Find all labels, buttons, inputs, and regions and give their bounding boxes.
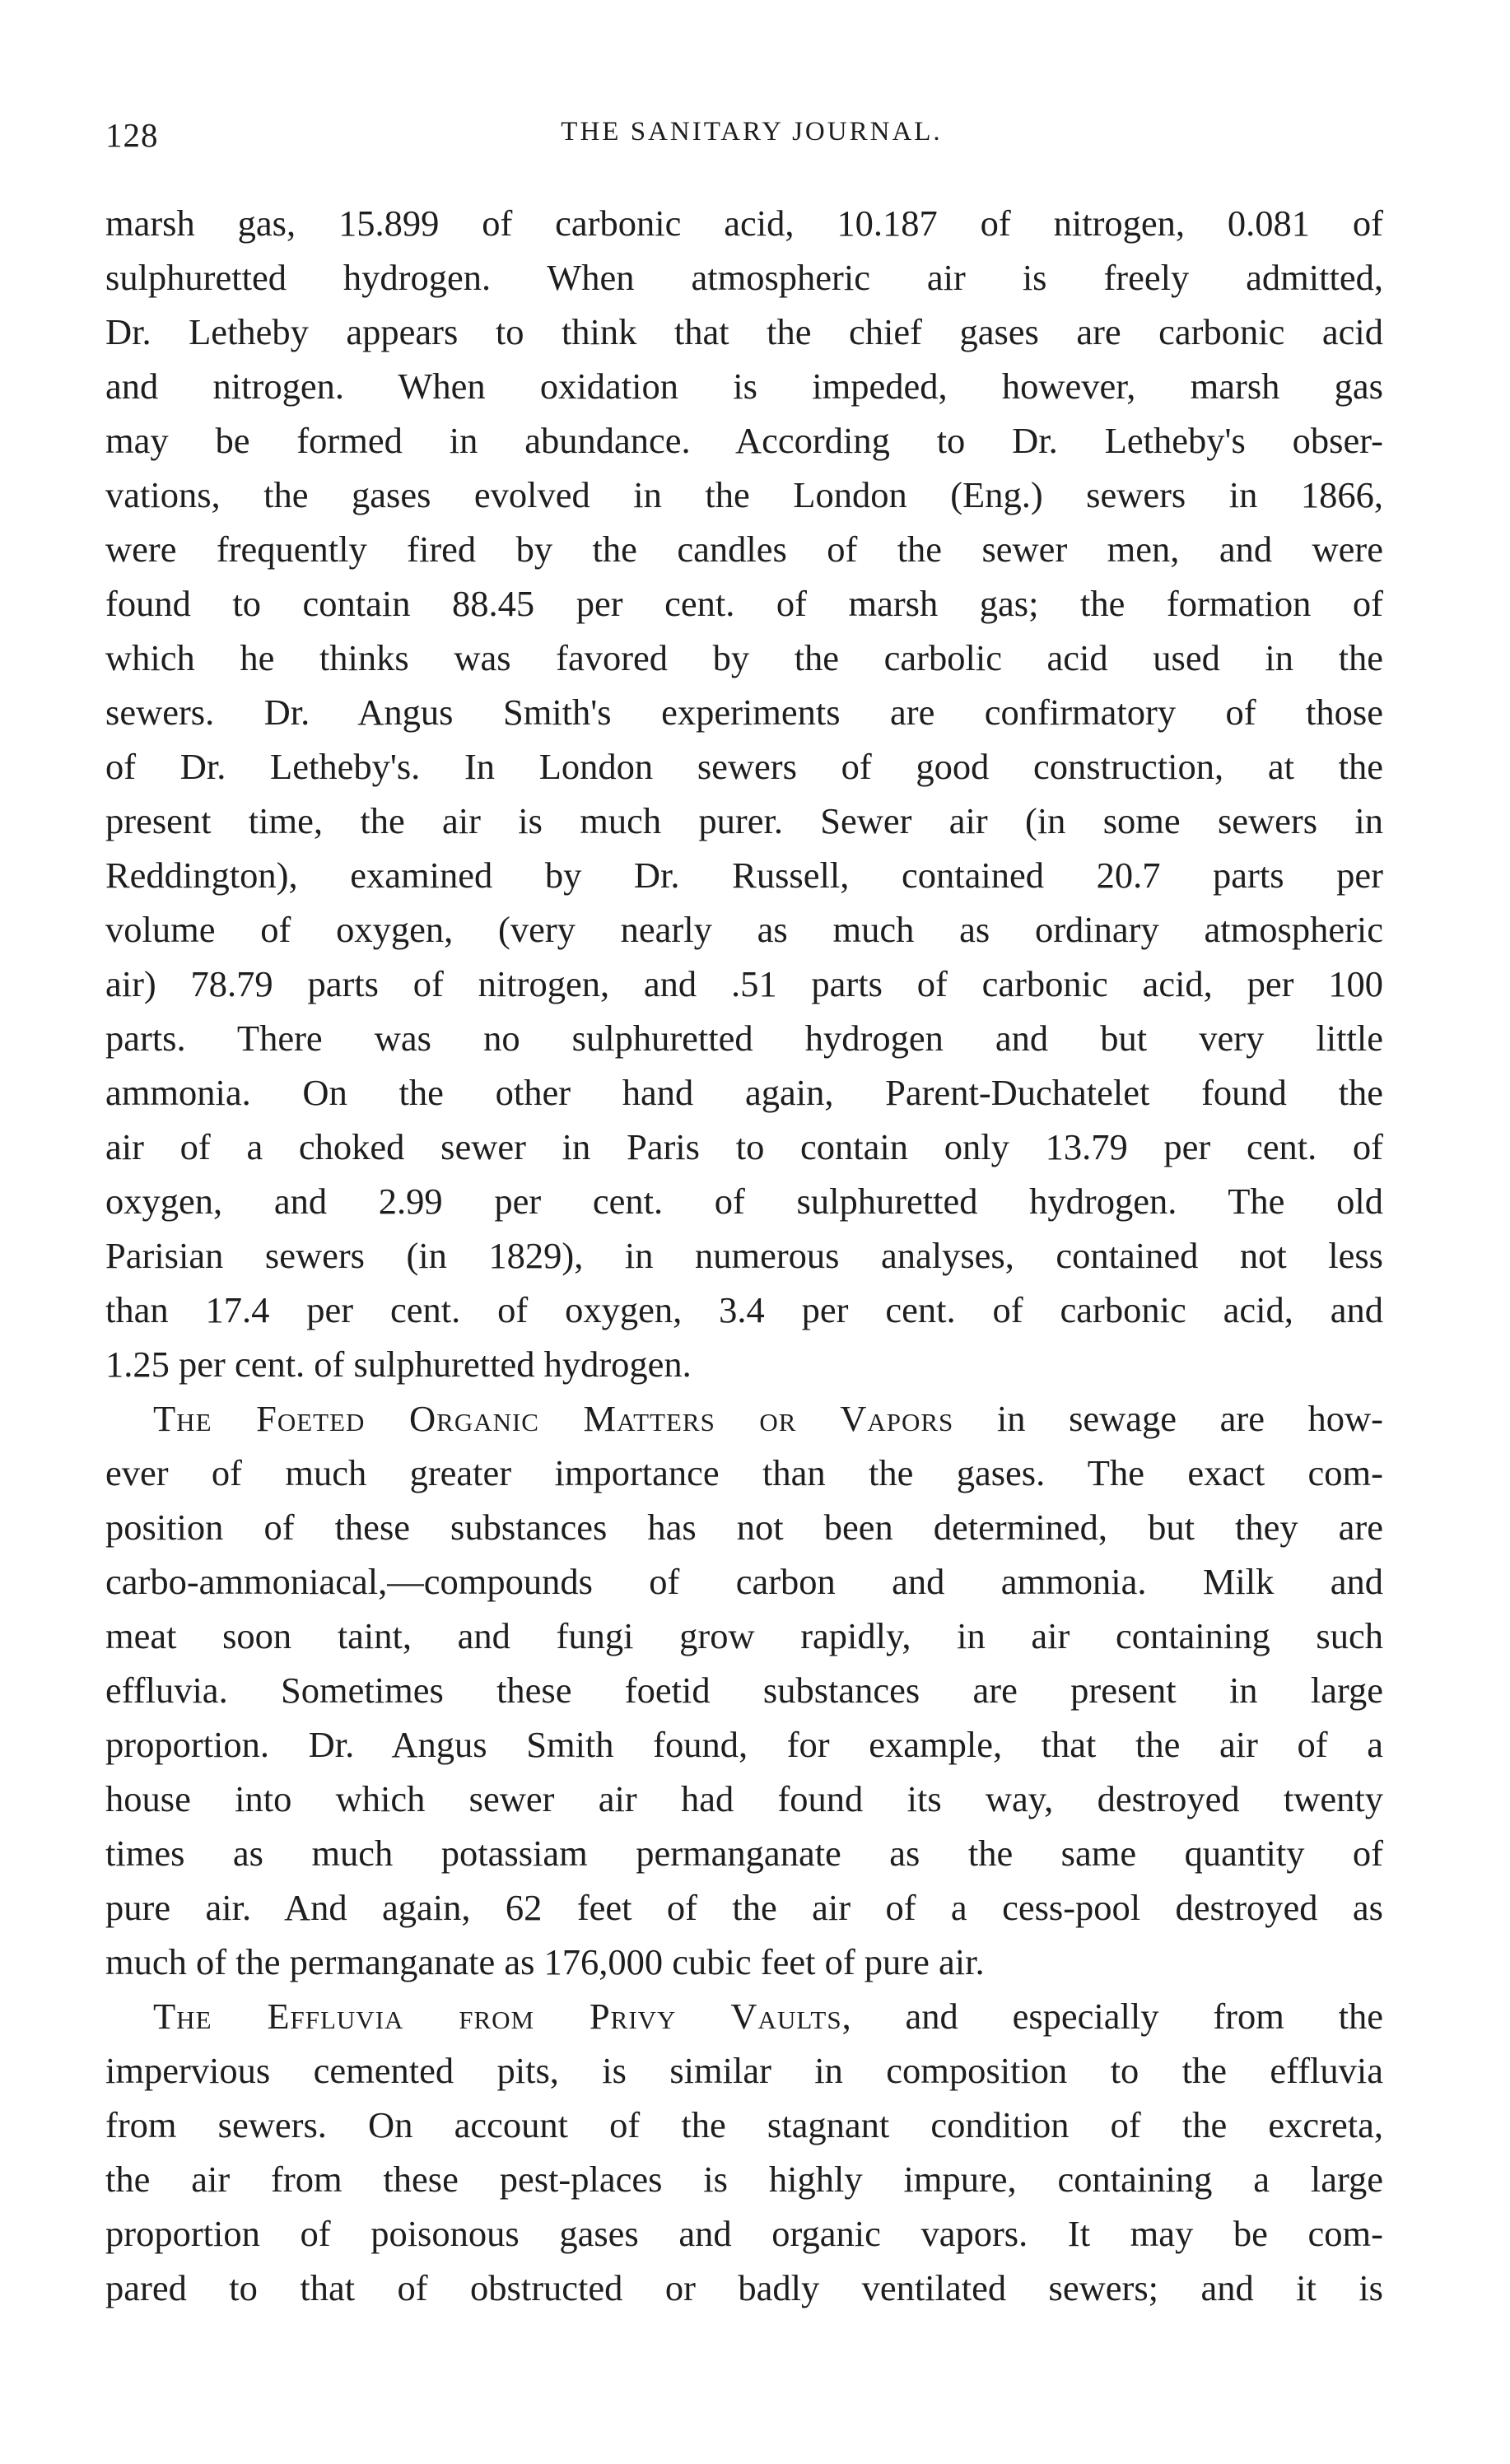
text-line: carbo-ammoniacal,—compounds of carbon and ammonia. Milk and (105, 1561, 1383, 1602)
paragraph-sewer-gases (105, 196, 1383, 1391)
text-line: impervious cemented pits, is similar in composition to the effluvia (105, 2050, 1383, 2091)
heading-continuation: , and especially from the (841, 1996, 1383, 2037)
text-line: proportion. Dr. Angus Smith found, for example, that the air of a (105, 1724, 1383, 1765)
text-line: from sewers. On account of the stagnant condition of the excreta, (105, 2104, 1383, 2145)
running-head (105, 115, 1390, 156)
text-line: Reddington), examined by Dr. Russell, contained 20.7 parts per (105, 855, 1383, 896)
text-line (105, 1391, 1383, 1446)
text-line: vations, the gases evolved in the London (Eng.) sewers in 1866, (105, 474, 1383, 515)
text-line: much of the permanganate as 176,000 cubic feet of pure air. (105, 1941, 985, 1982)
text-line: air of a choked sewer in Paris to contain only 13.79 per cent. of (105, 1126, 1383, 1167)
text-line: ammonia. On the other hand again, Parent-Duchatelet found the (105, 1072, 1383, 1113)
paragraph-heading: The Foeted Organic Matters or Vapors (153, 1398, 954, 1439)
text-line: marsh gas, 15.899 of carbonic acid, 10.187 of nitrogen, 0.081 of (105, 203, 1383, 244)
text-line: present time, the air is much purer. Sewer air (in some sewers in (105, 800, 1383, 841)
text-line (105, 1989, 1383, 2043)
text-line: pared to that of obstructed or badly ventilated sewers; and it is (105, 2267, 1383, 2308)
text-line: the air from these pest-places is highly impure, containing a large (105, 2159, 1383, 2200)
page-number: 128 (105, 116, 159, 154)
text-line: sewers. Dr. Angus Smith's experiments are confirmatory of those (105, 692, 1383, 733)
text-line: times as much potassiam permanganate as the same quantity of (105, 1833, 1383, 1874)
text-line: parts. There was no sulphuretted hydrogen and but very little (105, 1018, 1383, 1059)
text-line: 1.25 per cent. of sulphuretted hydrogen. (105, 1344, 692, 1385)
text-line: were frequently fired by the candles of the sewer men, and were (105, 529, 1383, 570)
text-line: position of these substances has not been determined, but they are (105, 1507, 1383, 1548)
text-line: Dr. Letheby appears to think that the chief gases are carbonic acid (105, 311, 1383, 352)
text-line: may be formed in abundance. According to Dr. Letheby's obser- (105, 420, 1383, 461)
text-line: ever of much greater importance than the gases. The exact com- (105, 1452, 1383, 1493)
text-line: of Dr. Letheby's. In London sewers of good construction, at the (105, 746, 1383, 787)
text-line: effluvia. Sometimes these foetid substances are present in large (105, 1670, 1383, 1711)
heading-continuation: in sewage are how- (953, 1398, 1383, 1439)
paragraph-foeted-organic-matters (105, 1391, 1383, 1989)
text-line: Parisian sewers (in 1829), in numerous analyses, contained not less (105, 1235, 1383, 1276)
text-line: meat soon taint, and fungi grow rapidly, in air containing such (105, 1615, 1383, 1656)
text-line: house into which sewer air had found its way, destroyed twenty (105, 1778, 1383, 1819)
text-line: pure air. And again, 62 feet of the air of a cess-pool destroyed as (105, 1887, 1383, 1928)
text-line: proportion of poisonous gases and organic vapors. It may be com- (105, 2213, 1383, 2254)
text-line: than 17.4 per cent. of oxygen, 3.4 per cent. of carbonic acid, and (105, 1289, 1383, 1330)
journal-title: THE SANITARY JOURNAL. (561, 117, 943, 147)
text-line: sulphuretted hydrogen. When atmospheric air is freely admitted, (105, 257, 1383, 298)
text-line: found to contain 88.45 per cent. of marsh gas; the formation of (105, 583, 1383, 624)
paragraph-privy-vaults (105, 1989, 1383, 2315)
paragraph-heading: The Effluvia from Privy Vaults (153, 1996, 842, 2037)
text-line: and nitrogen. When oxidation is impeded, however, marsh gas (105, 366, 1383, 407)
text-line: oxygen, and 2.99 per cent. of sulphuretted hydrogen. The old (105, 1181, 1383, 1222)
text-line: volume of oxygen, (very nearly as much as ordinary atmospheric (105, 909, 1383, 950)
body-text (105, 196, 1383, 2315)
text-line: which he thinks was favored by the carbolic acid used in the (105, 637, 1383, 678)
text-line: air) 78.79 parts of nitrogen, and .51 parts of carbonic acid, per 100 (105, 963, 1383, 1004)
